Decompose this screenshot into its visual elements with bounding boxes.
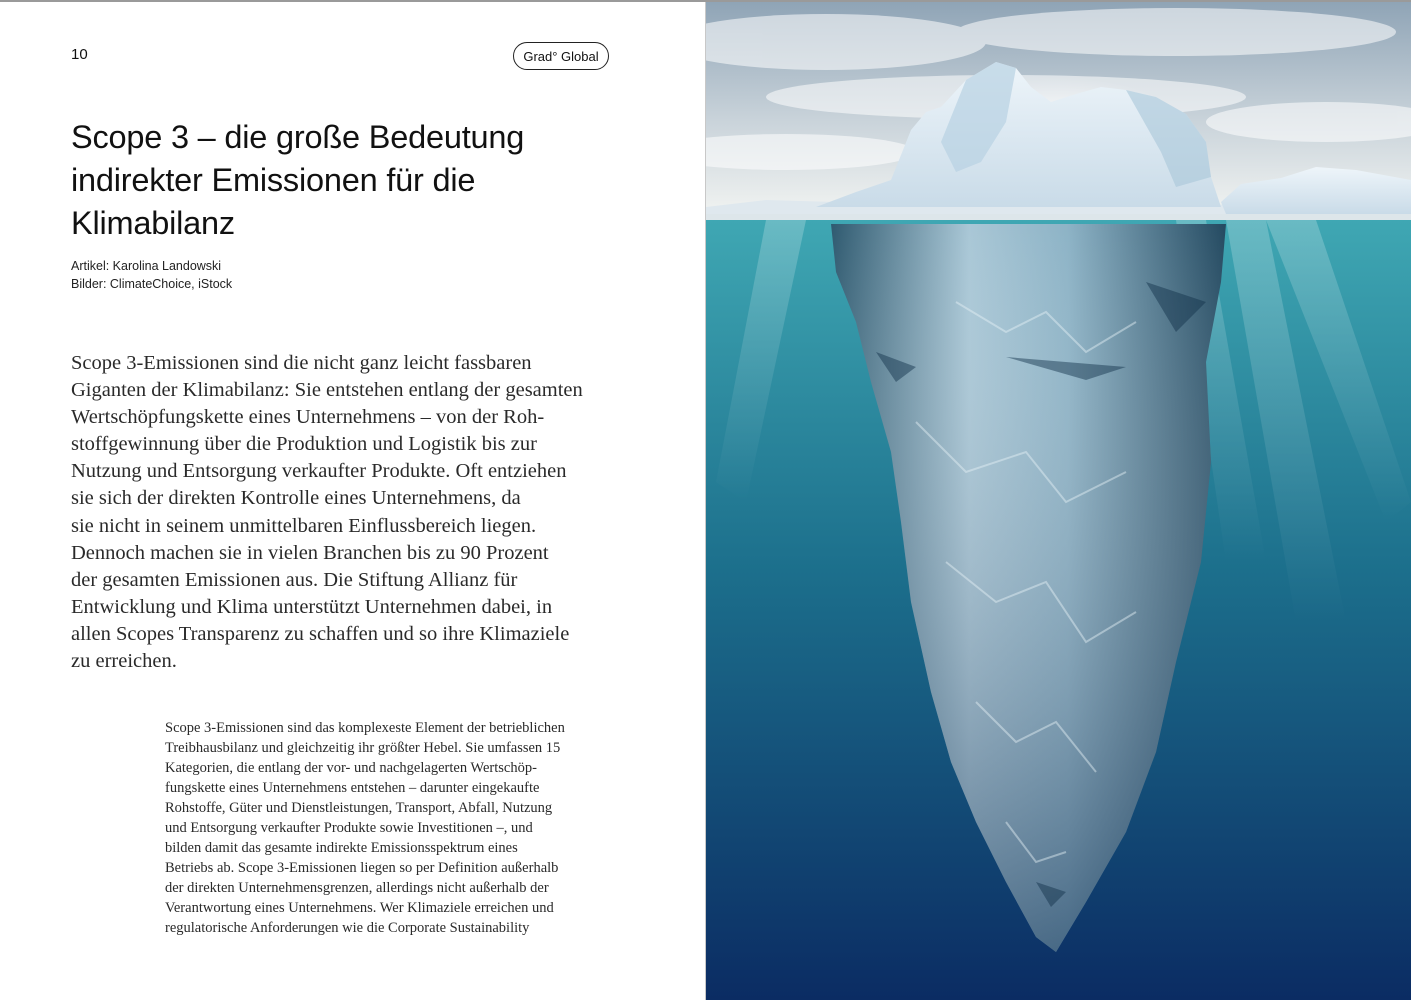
lead-line: Dennoch machen sie in vielen Branchen bis zu 90 Prozent [71, 541, 549, 564]
lead-paragraph [71, 350, 631, 675]
article-title [71, 116, 631, 245]
body-line: Verantwortung eines Unternehmens. Wer Klimaziele erreichen und [165, 900, 554, 916]
right-page [706, 2, 1411, 1000]
body-line: Rohstoffe, Güter und Dienstleistungen, Transport, Abfall, Nutzung [165, 800, 553, 816]
body-line: Treibhausbilanz und gleichzeitig ihr größter Hebel. Sie umfassen 15 [165, 740, 561, 756]
lead-line: Giganten der Klimabilanz: Sie entstehen entlang der gesamten [71, 379, 583, 402]
section-badge: Grad° Global [513, 42, 609, 70]
body-line: regulatorische Anforderungen wie die Corporate Sustainability [165, 920, 530, 936]
body-paragraph [165, 718, 625, 938]
left-page [0, 2, 705, 1000]
body-line: und Entsorgung verkaufter Produkte sowie Investitionen –, und [165, 820, 533, 836]
lead-line: zu erreichen. [71, 650, 177, 673]
title-line: Klimabilanz [71, 205, 235, 241]
image-credit: Bilder: ClimateChoice, iStock [71, 277, 233, 291]
body-line: Kategorien, die entlang der vor- und nachgelagerten Wertschöp- [165, 760, 537, 776]
lead-line: sie sich der direkten Kontrolle eines Unternehmens, da [71, 487, 521, 510]
lead-line: Scope 3-Emissionen sind die nicht ganz leicht fassbaren [71, 352, 532, 374]
lead-line: sie nicht in seinem unmittelbaren Einflussbereich liegen. [71, 514, 537, 537]
page-number: 10 [71, 46, 88, 63]
body-line: Betriebs ab. Scope 3-Emissionen liegen so per Definition außerhalb [165, 860, 559, 876]
title-line: indirekter Emissionen für die [71, 162, 476, 198]
body-line: der direkten Unternehmensgrenzen, allerdings nicht außerhalb der [165, 880, 549, 896]
lead-line: Entwicklung und Klima unterstützt Unternehmen dabei, in [71, 595, 553, 618]
lead-line: stoffgewinnung über die Produktion und Logistik bis zur [71, 433, 537, 456]
article-credits [71, 257, 232, 293]
lead-line: Wertschöpfungskette eines Unternehmens – von der Roh- [71, 406, 545, 429]
author-credit: Artikel: Karolina Landowski [71, 259, 222, 273]
body-line: fungskette eines Unternehmens entstehen – darunter eingekaufte [165, 780, 540, 796]
title-line: Scope 3 – die große Bedeutung [71, 119, 525, 155]
iceberg-photo [706, 2, 1411, 1000]
lead-line: allen Scopes Transparenz zu schaffen und so ihre Klimaziele [71, 622, 570, 645]
body-line: Scope 3-Emissionen sind das komplexeste Element der betrieblichen [165, 720, 565, 736]
waterline [706, 214, 1411, 220]
lead-line: der gesamten Emissionen aus. Die Stiftung Allianz für [71, 568, 518, 591]
lead-line: Nutzung und Entsorgung verkaufter Produkte. Oft entziehen [71, 460, 567, 483]
body-line: bilden damit das gesamte indirekte Emissionsspektrum eines [165, 840, 518, 856]
